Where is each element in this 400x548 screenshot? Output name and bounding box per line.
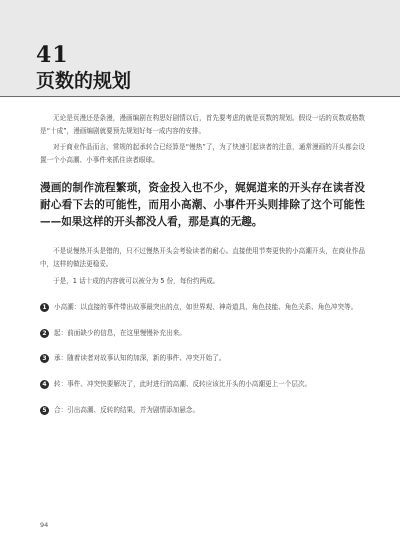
list-item-text: 承：随着读者对故事认知的加深，新的事件、冲突开始了。: [54, 354, 226, 363]
page-number: 94: [40, 521, 49, 529]
body-paragraph: 对于商业作品而言，常规的起承转合已经算是“慢热”了，为了快速引起读者的注意，通常漫画的开头都会设置一个小高潮、小事件来抓住读者眼球。: [40, 143, 365, 164]
chapter-title: 页数的规划: [36, 70, 132, 92]
list-item: [40, 404, 365, 417]
number-badge: 3: [40, 354, 49, 363]
number-badge: 1: [40, 303, 49, 312]
numbered-list: [40, 301, 365, 416]
chapter-header: [0, 0, 400, 96]
chapter-number: 41: [36, 42, 69, 68]
list-item-text: 起：前面缺少的信息，在这里慢慢补充出来。: [54, 328, 186, 337]
body-paragraph: 不是说慢热开头是错的，只不过慢热开头会考验读者的耐心。直接使用节奏更快的小高潮开头，在商业作品中，这样的做法更稳妥。: [40, 247, 365, 268]
list-item-text: 转：事件、冲突快要解决了，此时进行的高潮、反转应该比开头的小高潮更上一个层次。: [54, 379, 312, 388]
list-item: [40, 327, 365, 340]
body-paragraph: 无论是页漫还是条漫，漫画编剧在构思好剧情以后，首先要考虑的就是页数的规划。假设一话的页数或格数是“十成”，漫画编剧就要预先规划好每一成内容的安排。: [40, 114, 365, 135]
number-badge: 4: [40, 380, 49, 389]
page-body: [40, 112, 365, 429]
number-badge: 5: [40, 406, 49, 415]
list-item-text: 小高潮：以直接的事件带出故事最突出的点，如世界观、神奇道具、角色技能、角色关系、角色冲突等。: [54, 303, 358, 312]
body-paragraph: 于是，1 话十成的内容就可以被分为 5 份，每份约两成。: [53, 276, 220, 285]
list-item-text: 合：引出高潮、反转的结果，并为剧情添加悬念。: [54, 405, 200, 414]
header-divider: [0, 96, 400, 97]
list-item: [40, 352, 365, 365]
number-badge: 2: [40, 329, 49, 338]
list-item: [40, 378, 365, 391]
callout-text: 漫画的制作流程繁琐，资金投入也不少，娓娓道来的开头存在读者没耐心看下去的可能性，而用小高潮、小事件开头则排除了这个可能性——如果这样的开头都没人看，那是真的无趣。: [40, 182, 365, 229]
list-item: [40, 301, 365, 314]
